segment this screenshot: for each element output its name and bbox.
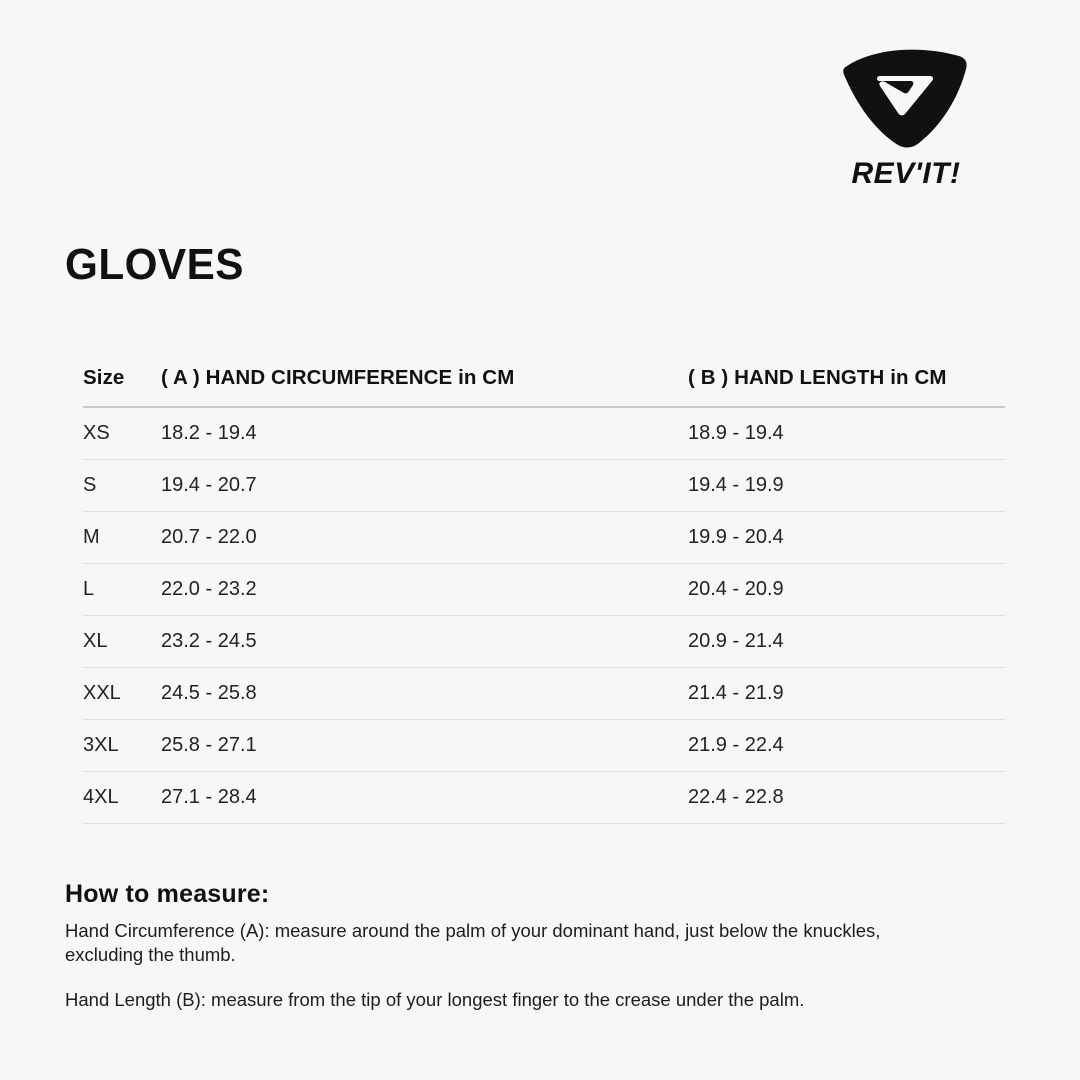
cell-size: 4XL bbox=[83, 772, 161, 824]
how-to-measure-circumference-text: Hand Circumference (A): measure around the palm of your dominant hand, just below the knuckles, excluding the thumb. bbox=[65, 920, 881, 966]
header-hand-circumference: ( A ) HAND CIRCUMFERENCE in CM bbox=[161, 366, 688, 407]
table-header-row bbox=[83, 366, 1005, 407]
cell-size: XXL bbox=[83, 668, 161, 720]
cell-hand-circumference: 22.0 - 23.2 bbox=[161, 564, 688, 616]
cell-hand-length: 20.4 - 20.9 bbox=[688, 564, 1005, 616]
cell-size: XL bbox=[83, 616, 161, 668]
table-body bbox=[83, 407, 1005, 824]
cell-size: L bbox=[83, 564, 161, 616]
cell-size: M bbox=[83, 512, 161, 564]
page-title: GLOVES bbox=[65, 240, 244, 289]
size-table-container bbox=[83, 366, 1005, 824]
cell-hand-length: 21.9 - 22.4 bbox=[688, 720, 1005, 772]
cell-hand-circumference: 20.7 - 22.0 bbox=[161, 512, 688, 564]
cell-hand-length: 18.9 - 19.4 bbox=[688, 407, 1005, 460]
table-row bbox=[83, 512, 1005, 564]
how-to-measure-length-text: Hand Length (B): measure from the tip of your longest finger to the crease under the palm. bbox=[65, 988, 805, 1010]
brand-logo bbox=[816, 46, 996, 191]
cell-hand-circumference: 27.1 - 28.4 bbox=[161, 772, 688, 824]
cell-hand-length: 19.9 - 20.4 bbox=[688, 512, 1005, 564]
cell-hand-circumference: 25.8 - 27.1 bbox=[161, 720, 688, 772]
table-row bbox=[83, 772, 1005, 824]
cell-hand-circumference: 23.2 - 24.5 bbox=[161, 616, 688, 668]
table-row bbox=[83, 720, 1005, 772]
table-row bbox=[83, 616, 1005, 668]
cell-size: S bbox=[83, 460, 161, 512]
cell-hand-length: 19.4 - 19.9 bbox=[688, 460, 1005, 512]
size-table bbox=[83, 366, 1005, 824]
table-header bbox=[83, 366, 1005, 407]
table-row bbox=[83, 668, 1005, 720]
how-to-measure-heading: How to measure: bbox=[65, 880, 270, 908]
cell-hand-circumference: 24.5 - 25.8 bbox=[161, 668, 688, 720]
table-row bbox=[83, 564, 1005, 616]
how-to-measure-section bbox=[65, 880, 995, 1012]
header-size: Size bbox=[83, 366, 161, 407]
revit-shield-logo-icon bbox=[841, 46, 971, 151]
cell-size: 3XL bbox=[83, 720, 161, 772]
table-row bbox=[83, 460, 1005, 512]
cell-hand-circumference: 19.4 - 20.7 bbox=[161, 460, 688, 512]
cell-size: XS bbox=[83, 407, 161, 460]
cell-hand-length: 21.4 - 21.9 bbox=[688, 668, 1005, 720]
cell-hand-length: 22.4 - 22.8 bbox=[688, 772, 1005, 824]
table-row bbox=[83, 407, 1005, 460]
brand-wordmark: REV'IT! bbox=[851, 157, 961, 190]
cell-hand-circumference: 18.2 - 19.4 bbox=[161, 407, 688, 460]
header-hand-length: ( B ) HAND LENGTH in CM bbox=[688, 366, 1005, 407]
cell-hand-length: 20.9 - 21.4 bbox=[688, 616, 1005, 668]
